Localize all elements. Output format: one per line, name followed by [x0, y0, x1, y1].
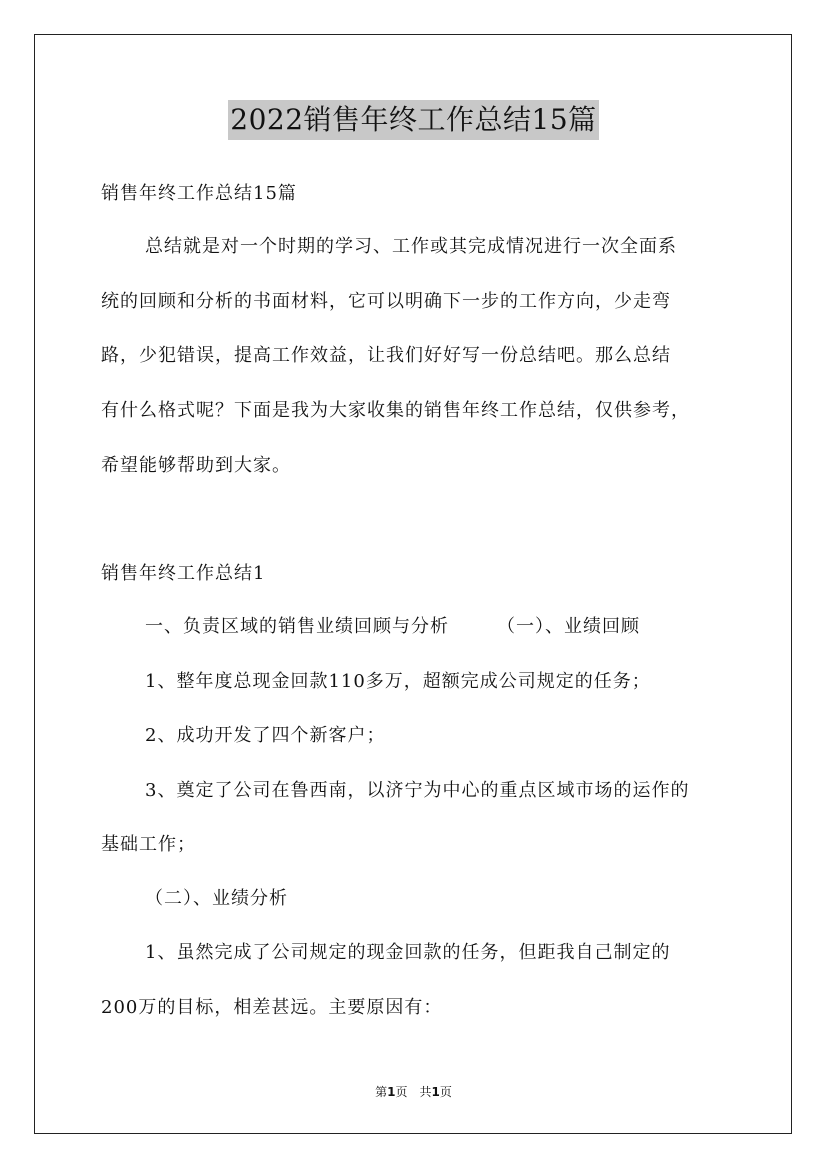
performance-item-1: 1、整年度总现金回款110多万，超额完成公司规定的任务；	[145, 671, 651, 692]
footer-current-page: 1	[387, 1085, 396, 1099]
title-container	[0, 100, 827, 140]
intro-line-3: 路，少犯错误，提高工作效益，让我们好好写一份总结吧。那么总结	[101, 345, 671, 366]
part2-heading: （二）、业绩分析	[145, 888, 288, 909]
performance-item-2: 2、成功开发了四个新客户；	[145, 725, 386, 746]
footer-mid: 页 共	[395, 1085, 432, 1099]
part1-heading-line	[145, 614, 640, 640]
document-subtitle: 销售年终工作总结15篇	[101, 183, 297, 204]
analysis-item-1-line-2: 200万的目标，相差甚远。主要原因有：	[101, 997, 443, 1018]
intro-line-5: 希望能够帮助到大家。	[101, 455, 291, 476]
footer-prefix: 第	[375, 1085, 388, 1099]
footer-total-pages: 1	[431, 1085, 440, 1099]
intro-line-1: 总结就是对一个时期的学习、工作或其完成情况进行一次全面系	[145, 236, 677, 257]
page-footer	[0, 1084, 827, 1100]
part1-heading: 一、负责区域的销售业绩回顾与分析	[145, 616, 449, 637]
intro-line-4: 有什么格式呢？下面是我为大家收集的销售年终工作总结，仅供参考，	[101, 400, 690, 421]
intro-line-2: 统的回顾和分析的书面材料，它可以明确下一步的工作方向，少走弯	[101, 291, 671, 312]
section-heading: 销售年终工作总结1	[101, 563, 266, 584]
performance-item-3-line-1: 3、奠定了公司在鲁西南，以济宁为中心的重点区域市场的运作的	[145, 780, 690, 801]
document-title: 2022销售年终工作总结15篇	[228, 100, 598, 140]
performance-item-3-line-2: 基础工作；	[101, 834, 196, 855]
analysis-item-1-line-1: 1、虽然完成了公司规定的现金回款的任务，但距我自己制定的	[145, 942, 671, 963]
part1-subheading: （一）、业绩回顾	[497, 616, 640, 637]
footer-suffix: 页	[439, 1085, 452, 1099]
